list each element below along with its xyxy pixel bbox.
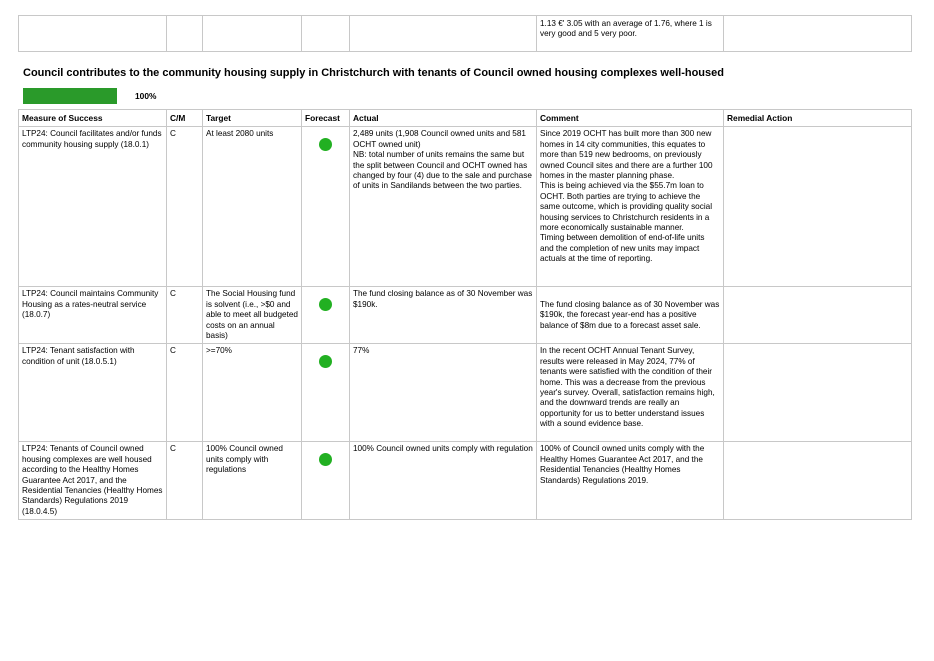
measure-cell: LTP24: Tenants of Council owned housing complexes are well housed according to the Healthy Homes Guarantee Act 2017, and the Residential Tenancies (Healthy Homes Standards) Regulations 2019 (18.0.4.5): [19, 442, 167, 520]
table-row: [19, 442, 912, 520]
target-cell: At least 2080 units: [203, 127, 302, 287]
measures-table: [18, 109, 912, 520]
measure-cell: LTP24: Tenant satisfaction with condition of unit (18.0.5.1): [19, 344, 167, 442]
header-actual: Actual: [350, 110, 537, 127]
table-row: [19, 287, 912, 344]
actual-cell: [350, 16, 537, 52]
remedial-cell: [724, 442, 912, 520]
cm-cell: C: [167, 287, 203, 344]
cm-cell: C: [167, 344, 203, 442]
cm-cell: C: [167, 127, 203, 287]
previous-measure-table: [18, 15, 912, 52]
forecast-status-dot: [319, 138, 332, 151]
table-row: [19, 127, 912, 287]
measure-cell: LTP24: Council facilitates and/or funds community housing supply (18.0.1): [19, 127, 167, 287]
header-target: Target: [203, 110, 302, 127]
actual-cell: 2,489 units (1,908 Council owned units and 581 OCHT owned unit) NB: total number of units remains the same but the split between Council and OCHT owned has changed by four (4) due to the sale and purchase of units in Sandilands between the two parties.: [350, 127, 537, 287]
header-comment: Comment: [537, 110, 724, 127]
header-remedial: Remedial Action: [724, 110, 912, 127]
forecast-cell: [302, 344, 350, 442]
actual-cell: 100% Council owned units comply with regulation: [350, 442, 537, 520]
table-header-row: [19, 110, 912, 127]
comment-cell: The fund closing balance as of 30 November was $190k, the forecast year-end has a positive balance of $8m due to a forecast asset sale.: [537, 287, 724, 344]
progress-label: 100%: [135, 91, 157, 101]
comment-cell: 1.13 €' 3.05 with an average of 1.76, where 1 is very good and 5 very poor.: [537, 16, 724, 52]
remedial-cell: [724, 344, 912, 442]
table-row: [19, 16, 912, 52]
header-cm: C/M: [167, 110, 203, 127]
comment-cell: Since 2019 OCHT has built more than 300 new homes in 14 city communities, this equates to more than 519 new bedrooms, on previously owned Council sites and there are a further 100 homes in the master planning phase. This is being achieved via the $55.7m loan to OCHT. Both parties are trying to achieve the same outcome, which is providing quality social housing services to Christchurch residents in a more economically sustainable manner. Timing between demolition of end-of-life units and the completion of new units may impact actuals at the time of reporting.: [537, 127, 724, 287]
progress-indicator: [23, 88, 156, 104]
table-row: [19, 344, 912, 442]
target-cell: [203, 16, 302, 52]
forecast-cell: [302, 287, 350, 344]
target-cell: 100% Council owned units comply with regulations: [203, 442, 302, 520]
progress-bar-fill: [23, 88, 117, 104]
forecast-cell: [302, 442, 350, 520]
forecast-cell: [302, 127, 350, 287]
actual-cell: The fund closing balance as of 30 November was $190k.: [350, 287, 537, 344]
forecast-cell: [302, 16, 350, 52]
remedial-cell: [724, 287, 912, 344]
measure-cell: [19, 16, 167, 52]
section-title: Council contributes to the community housing supply in Christchurch with tenants of Council owned housing complexes well-housed: [23, 67, 724, 79]
header-measure: Measure of Success: [19, 110, 167, 127]
forecast-status-dot: [319, 453, 332, 466]
progress-bar: [23, 88, 117, 104]
forecast-status-dot: [319, 355, 332, 368]
comment-cell: In the recent OCHT Annual Tenant Survey, results were released in May 2024, 77% of tenants were satisfied with the condition of their home. This was a decrease from the previous year's survey. Overall, satisfaction remains high, and the downward trends are really an opportunity for us to better understand issues with a sound evidence base.: [537, 344, 724, 442]
target-cell: >=70%: [203, 344, 302, 442]
remedial-cell: [724, 16, 912, 52]
measure-cell: LTP24: Council maintains Community Housing as a rates-neutral service (18.0.7): [19, 287, 167, 344]
target-cell: The Social Housing fund is solvent (i.e., >$0 and able to meet all budgeted costs on an annual basis): [203, 287, 302, 344]
remedial-cell: [724, 127, 912, 287]
cm-cell: [167, 16, 203, 52]
forecast-status-dot: [319, 298, 332, 311]
header-forecast: Forecast: [302, 110, 350, 127]
comment-cell: 100% of Council owned units comply with the Healthy Homes Guarantee Act 2017, and the Residential Tenancies (Healthy Homes Standards) Regulations 2019.: [537, 442, 724, 520]
cm-cell: C: [167, 442, 203, 520]
actual-cell: 77%: [350, 344, 537, 442]
